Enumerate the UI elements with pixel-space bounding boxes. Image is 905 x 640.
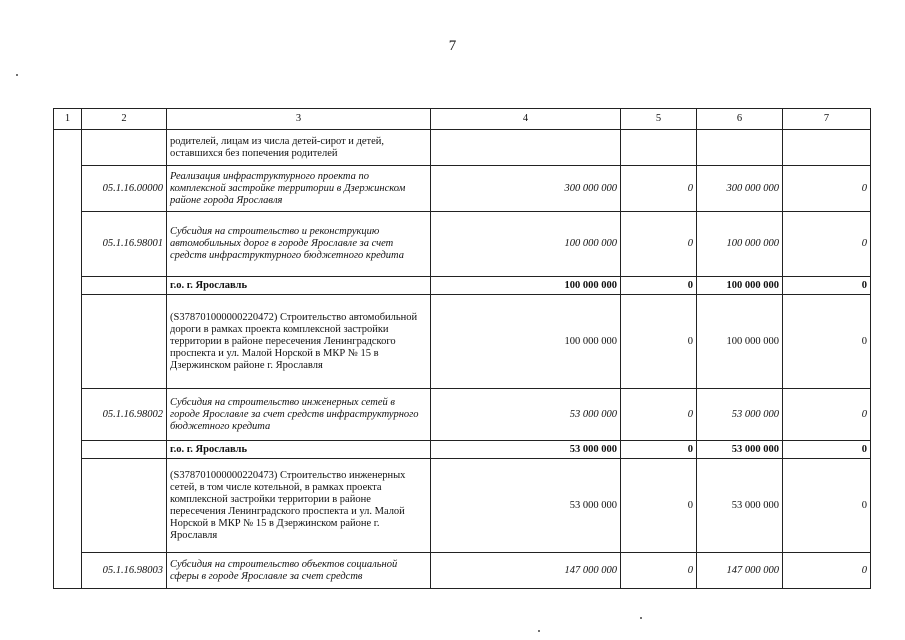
name-cell: (S378701000000220472) Строительство автомобильной дороги в рамках проекта комплексной застройки территории в районе пересечения Ленинградского проспекта и ул. Малой Норской в МКР № 15 в Дзержинском районе г. Ярославля	[167, 295, 431, 389]
table-row	[54, 459, 871, 553]
col4-cell: 300 000 000	[431, 166, 621, 212]
table-header-row	[54, 109, 871, 130]
table-row	[54, 441, 871, 459]
code-cell	[82, 459, 167, 553]
name-cell: Субсидия на строительство инженерных сетей в городе Ярославле за счет средств инфраструктурного бюджетного кредита	[167, 389, 431, 441]
table-row	[54, 389, 871, 441]
col6-cell: 300 000 000	[697, 166, 783, 212]
col6-cell: 53 000 000	[697, 441, 783, 459]
col5-cell: 0	[621, 212, 697, 277]
col7-cell: 0	[783, 277, 871, 295]
col6-cell: 147 000 000	[697, 553, 783, 589]
scan-speck	[640, 617, 642, 619]
col4-cell: 147 000 000	[431, 553, 621, 589]
col5-cell: 0	[621, 389, 697, 441]
col7-cell: 0	[783, 166, 871, 212]
name-cell: Реализация инфраструктурного проекта по комплексной застройке территории в Дзержинском районе города Ярославля	[167, 166, 431, 212]
code-cell	[82, 130, 167, 166]
col6-cell	[697, 130, 783, 166]
name-cell: родителей, лицам из числа детей-сирот и детей, оставшихся без попечения родителей	[167, 130, 431, 166]
header-col-3: 3	[167, 109, 431, 130]
col4-cell: 100 000 000	[431, 212, 621, 277]
col7-cell: 0	[783, 389, 871, 441]
name-cell: Субсидия на строительство и реконструкцию автомобильных дорог в городе Ярославле за счет средств инфраструктурного бюджетного кредита	[167, 212, 431, 277]
code-cell: 05.1.16.98003	[82, 553, 167, 589]
col5-cell: 0	[621, 459, 697, 553]
code-cell: 05.1.16.98001	[82, 212, 167, 277]
code-cell: 05.1.16.00000	[82, 166, 167, 212]
col5-cell: 0	[621, 553, 697, 589]
header-col-6: 6	[697, 109, 783, 130]
col7-cell: 0	[783, 553, 871, 589]
code-cell	[82, 295, 167, 389]
col5-cell: 0	[621, 277, 697, 295]
budget-table	[53, 108, 871, 589]
header-col-5: 5	[621, 109, 697, 130]
col5-cell: 0	[621, 166, 697, 212]
code-cell	[82, 277, 167, 295]
row-number-cell	[54, 130, 82, 589]
table-row	[54, 212, 871, 277]
col5-cell: 0	[621, 295, 697, 389]
col6-cell: 53 000 000	[697, 389, 783, 441]
code-cell	[82, 441, 167, 459]
col7-cell: 0	[783, 441, 871, 459]
col4-cell: 100 000 000	[431, 295, 621, 389]
col7-cell	[783, 130, 871, 166]
col4-cell: 53 000 000	[431, 459, 621, 553]
scan-speck	[16, 74, 18, 76]
col6-cell: 100 000 000	[697, 212, 783, 277]
col6-cell: 100 000 000	[697, 277, 783, 295]
name-cell: Субсидия на строительство объектов социальной сферы в городе Ярославле за счет средств	[167, 553, 431, 589]
col4-cell	[431, 130, 621, 166]
table-row	[54, 553, 871, 589]
col4-cell: 100 000 000	[431, 277, 621, 295]
col5-cell: 0	[621, 441, 697, 459]
col7-cell: 0	[783, 212, 871, 277]
header-col-4: 4	[431, 109, 621, 130]
page-number: 7	[448, 38, 457, 54]
name-cell: г.о. г. Ярославль	[167, 441, 431, 459]
table-row	[54, 166, 871, 212]
header-col-1: 1	[54, 109, 82, 130]
name-cell: (S378701000000220473) Строительство инженерных сетей, в том числе котельной, в рамках проекта комплексной застройки территории в районе пересечения Ленинградского проспекта и ул. Малой Норской в МКР № 15 в Дзержинском районе г. Ярославля	[167, 459, 431, 553]
col7-cell: 0	[783, 459, 871, 553]
name-cell: г.о. г. Ярославль	[167, 277, 431, 295]
col4-cell: 53 000 000	[431, 441, 621, 459]
col5-cell	[621, 130, 697, 166]
header-col-2: 2	[82, 109, 167, 130]
header-col-7: 7	[783, 109, 871, 130]
col7-cell: 0	[783, 295, 871, 389]
col4-cell: 53 000 000	[431, 389, 621, 441]
scan-speck	[538, 630, 540, 632]
table-row	[54, 277, 871, 295]
table-row	[54, 295, 871, 389]
code-cell: 05.1.16.98002	[82, 389, 167, 441]
col6-cell: 53 000 000	[697, 459, 783, 553]
table-row	[54, 130, 871, 166]
col6-cell: 100 000 000	[697, 295, 783, 389]
